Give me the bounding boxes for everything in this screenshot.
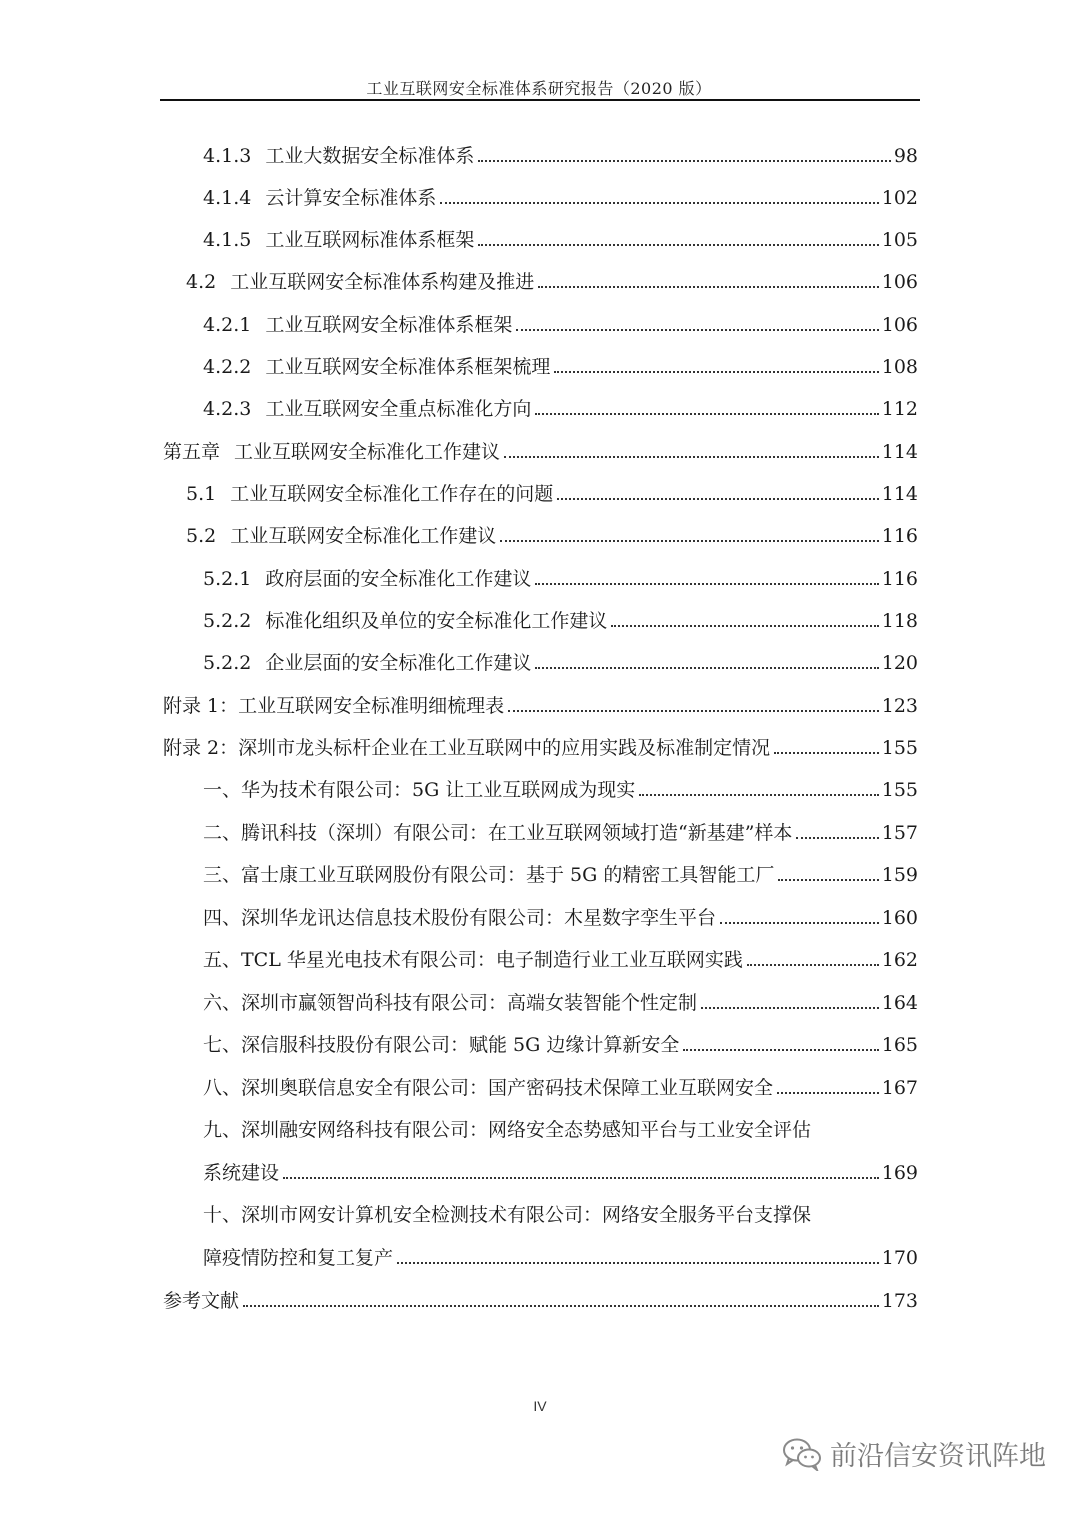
watermark [782, 1434, 1046, 1473]
toc-entry-number: 4.1.3 [203, 145, 252, 167]
toc-entry-number: 4.2.1 [203, 314, 252, 336]
page-number: IV [533, 1398, 547, 1414]
toc-entry[interactable] [186, 518, 918, 548]
toc-entry-page: 155 [881, 737, 918, 759]
toc-entry-number: 5.2.1 [203, 568, 252, 590]
toc-entry-page: 123 [881, 695, 918, 717]
toc-leader-dots [777, 1092, 879, 1094]
toc-entry-title: 四、深圳华龙讯达信息技术股份有限公司：木星数字孪生平台 [203, 907, 717, 929]
toc-entry-title: 工业互联网安全标准化工作存在的问题 [230, 483, 554, 505]
toc-entry[interactable] [203, 1155, 918, 1185]
toc-entry-title: 云计算安全标准体系 [265, 187, 437, 209]
toc-leader-dots [683, 1049, 878, 1051]
toc-entry-page: 165 [881, 1034, 918, 1056]
watermark-text: 前沿信安资讯阵地 [830, 1441, 1046, 1472]
toc-entry[interactable] [203, 349, 918, 379]
toc-entry[interactable] [203, 1070, 918, 1100]
toc-leader-dots [554, 371, 878, 373]
toc-entry[interactable] [203, 645, 918, 675]
toc-entry-page: 120 [881, 652, 918, 674]
toc-entry-page: 155 [881, 779, 918, 801]
toc-entry-title: 九、深圳融安网络科技有限公司：网络安全态势感知平台与工业安全评估 [203, 1119, 812, 1141]
toc-entry[interactable] [163, 1283, 918, 1313]
toc-entry-page: 98 [893, 145, 918, 167]
toc-entry[interactable] [203, 561, 918, 591]
toc-leader-dots [478, 160, 890, 162]
toc-leader-dots [440, 202, 878, 204]
toc-entry-title: 工业互联网安全重点标准化方向 [265, 398, 532, 420]
toc-entry-page: 118 [881, 610, 918, 632]
toc-entry-page: 114 [881, 441, 918, 463]
toc-entry-title: 工业大数据安全标准体系 [265, 145, 475, 167]
toc-entry-title: 工业互联网安全标准体系构建及推进 [230, 271, 535, 293]
toc-entry-page: 116 [881, 525, 918, 547]
toc-entry-page: 162 [881, 949, 918, 971]
toc-entry-number: 4.2.2 [203, 356, 252, 378]
toc-entry[interactable] [203, 138, 918, 168]
toc-entry-title: 政府层面的安全标准化工作建议 [265, 568, 532, 590]
toc-entry[interactable] [203, 900, 918, 930]
toc-leader-dots [701, 1007, 879, 1009]
toc-entry-page: 105 [881, 229, 918, 251]
toc-entry-page: 106 [881, 271, 918, 293]
toc-entry-title: 企业层面的安全标准化工作建议 [265, 652, 532, 674]
toc-leader-dots [535, 667, 878, 669]
toc-entry-number: 5.2.2 [203, 610, 252, 632]
toc-entry[interactable] [203, 1027, 918, 1057]
toc-entry-title: 障疫情防控和复工复产 [203, 1247, 394, 1269]
toc-entry-title: 附录 2：深圳市龙头标杆企业在工业互联网中的应用实践及标准制定情况 [163, 737, 771, 759]
toc-entry[interactable] [203, 942, 918, 972]
toc-leader-dots [796, 837, 878, 839]
toc-entry-page: 112 [881, 398, 918, 420]
toc-entry-page: 114 [881, 483, 918, 505]
toc-entry[interactable] [203, 222, 918, 252]
toc-leader-dots [774, 752, 879, 754]
toc-leader-dots [504, 456, 879, 458]
toc-leader-dots [557, 498, 879, 500]
toc-entry-number: 5.1 [186, 483, 217, 505]
toc-entry-title: 工业互联网安全标准体系框架 [265, 314, 513, 336]
toc-entry-title: 标准化组织及单位的安全标准化工作建议 [265, 610, 608, 632]
toc-entry-page: 106 [881, 314, 918, 336]
toc-leader-dots [243, 1305, 879, 1307]
toc-entry-title: 工业互联网标准体系框架 [265, 229, 475, 251]
toc-entry-page: 159 [881, 864, 918, 886]
toc-entry[interactable] [203, 180, 918, 210]
toc-entry-page: 160 [881, 907, 918, 929]
toc-entry-number: 4.1.5 [203, 229, 252, 251]
toc-leader-dots [538, 286, 879, 288]
toc-entry-title: 五、TCL 华星光电技术有限公司：电子制造行业工业互联网实践 [203, 949, 743, 971]
toc-leader-dots [478, 244, 878, 246]
toc-entry-page: 170 [881, 1247, 918, 1269]
toc-entry-page: 173 [881, 1290, 918, 1312]
toc-entry-title: 八、深圳奥联信息安全有限公司：国产密码技术保障工业互联网安全 [203, 1077, 774, 1099]
toc-leader-dots [283, 1177, 879, 1179]
toc-entry-page: 102 [881, 187, 918, 209]
toc-entry-number: 4.1.4 [203, 187, 252, 209]
toc-leader-dots [778, 879, 878, 881]
toc-leader-dots [397, 1262, 879, 1264]
toc-leader-dots [611, 625, 878, 627]
toc-leader-dots [747, 964, 879, 966]
toc-leader-dots [639, 794, 878, 796]
toc-leader-dots [535, 413, 878, 415]
toc-leader-dots [508, 710, 879, 712]
toc-entry-first-line[interactable] [203, 1197, 918, 1227]
toc-entry-title: 工业互联网安全标准化工作建议 [234, 441, 501, 463]
toc-entry-page: 164 [881, 992, 918, 1014]
toc-entry-title: 一、华为技术有限公司：5G 让工业互联网成为现实 [203, 779, 636, 801]
toc-entry-page: 169 [881, 1162, 918, 1184]
toc-leader-dots [720, 922, 879, 924]
toc-entry[interactable] [163, 688, 918, 718]
toc-entry-title: 六、深圳市赢领智尚科技有限公司：高端女装智能个性定制 [203, 992, 698, 1014]
toc-entry[interactable] [163, 730, 918, 760]
toc-entry-number: 第五章 [163, 441, 221, 463]
toc-leader-dots [500, 540, 879, 542]
toc-entry-page: 116 [881, 568, 918, 590]
toc-entry-title: 十、深圳市网安计算机安全检测技术有限公司：网络安全服务平台支撑保 [203, 1204, 812, 1226]
toc-entry-number: 4.2.3 [203, 398, 252, 420]
toc-entry-title: 系统建设 [203, 1162, 280, 1184]
toc-entry-page: 108 [881, 356, 918, 378]
toc-leader-dots [535, 583, 878, 585]
toc-entry[interactable] [203, 603, 918, 633]
toc-entry-page: 167 [881, 1077, 918, 1099]
toc-entry[interactable] [203, 391, 918, 421]
toc-entry-title: 工业互联网安全标准体系框架梳理 [265, 356, 551, 378]
toc-entry-page: 157 [881, 822, 918, 844]
toc-entry[interactable] [203, 985, 918, 1015]
toc-entry[interactable] [203, 857, 918, 887]
toc-entry-first-line[interactable] [203, 1112, 918, 1142]
toc-entry-title: 三、富士康工业互联网股份有限公司：基于 5G 的精密工具智能工厂 [203, 864, 775, 886]
toc-entry-number: 5.2 [186, 525, 217, 547]
toc-entry-number: 4.2 [186, 271, 217, 293]
toc-entry-title: 二、腾讯科技（深圳）有限公司：在工业互联网领域打造“新基建”样本 [203, 822, 793, 844]
toc-entry[interactable] [163, 434, 918, 464]
running-header: 工业互联网安全标准体系研究报告（2020 版） [366, 79, 712, 98]
toc-entry-title: 工业互联网安全标准化工作建议 [230, 525, 497, 547]
wechat-icon [782, 1437, 822, 1471]
toc-entry[interactable] [203, 815, 918, 845]
toc-entry[interactable] [203, 307, 918, 337]
toc-leader-dots [516, 329, 878, 331]
toc-entry-title: 七、深信服科技股份有限公司：赋能 5G 边缘计算新安全 [203, 1034, 680, 1056]
toc-entry-title: 附录 1：工业互联网安全标准明细梳理表 [163, 695, 505, 717]
toc-entry[interactable] [186, 264, 918, 294]
toc-entry[interactable] [186, 476, 918, 506]
toc-entry-title: 参考文献 [163, 1290, 240, 1312]
toc-entry-number: 5.2.2 [203, 652, 252, 674]
toc-entry[interactable] [203, 1240, 918, 1270]
toc-entry[interactable] [203, 772, 918, 802]
